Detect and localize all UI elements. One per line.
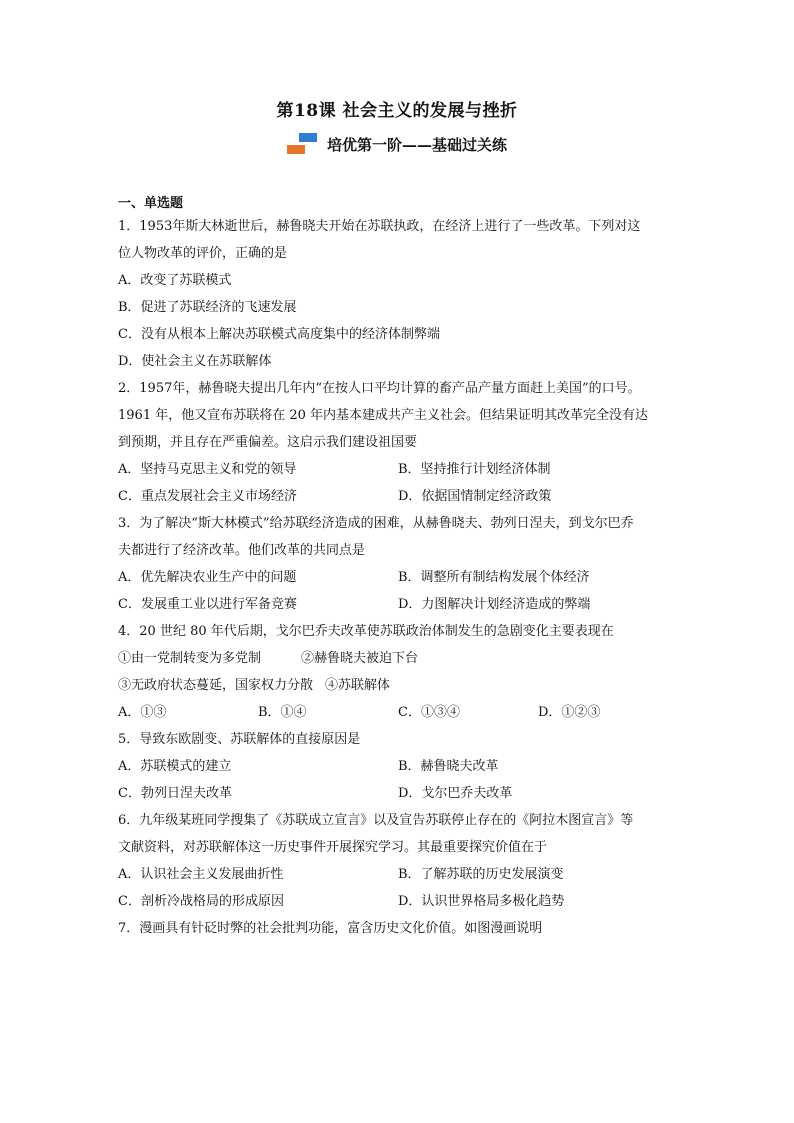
question-stem: 1．1953年斯大林逝世后，赫鲁晓夫开始在苏联执政，在经济上进行了一些改革。下列对这 <box>118 219 641 234</box>
page-subtitle: 培优第一阶——基础过关练 <box>326 135 507 154</box>
page-title: 第18课 社会主义的发展与挫折 <box>276 101 518 121</box>
question-stem: 1961 年，他又宣布苏联将在 20 年内基本建成共产主义社会。但结果证明其改革完全没有达 <box>118 408 649 423</box>
option-d[interactable]: D．力图解决计划经济造成的弊端 <box>398 597 591 612</box>
option-b[interactable]: B．了解苏联的历史发展演变 <box>398 867 564 882</box>
statement-row <box>118 645 678 672</box>
question-2 <box>118 375 678 510</box>
option-c[interactable]: C．①③④ <box>398 705 460 720</box>
option-a[interactable]: A．①③ <box>118 705 167 720</box>
option-c[interactable]: C．剖析冷战格局的形成原因 <box>118 894 284 909</box>
option-d[interactable]: D．①②③ <box>538 705 601 720</box>
question-1 <box>118 213 678 375</box>
question-stem: 6．九年级某班同学搜集了《苏联成立宣言》以及宣告苏联停止存在的《阿拉木图宣言》等 <box>118 813 634 828</box>
option-b[interactable]: B．坚持推行计划经济体制 <box>398 462 551 477</box>
option-a[interactable]: A．改变了苏联模式 <box>118 273 232 288</box>
option-a[interactable]: A．坚持马克思主义和党的领导 <box>118 462 297 477</box>
option-c[interactable]: C．勃列日涅夫改革 <box>118 786 232 801</box>
option-a[interactable]: A．苏联模式的建立 <box>118 759 232 774</box>
option-d[interactable]: D．使社会主义在苏联解体 <box>118 354 272 369</box>
statement-2: ②赫鲁晓夫被迫下台 <box>301 651 419 666</box>
question-stem: 到预期，并且存在严重偏差。这启示我们建设祖国要 <box>118 435 418 450</box>
statement-row <box>118 672 678 699</box>
option-a[interactable]: A．优先解决农业生产中的问题 <box>118 570 297 585</box>
option-c[interactable]: C．发展重工业以进行军备竞赛 <box>118 597 297 612</box>
option-b[interactable]: B．①④ <box>258 705 307 720</box>
option-d[interactable]: D．依据国情制定经济政策 <box>398 489 552 504</box>
option-a[interactable]: A．认识社会主义发展曲折性 <box>118 867 284 882</box>
question-4 <box>118 618 678 726</box>
question-stem: 7．漫画具有针砭时弊的社会批判功能，富含历史文化价值。如图漫画说明 <box>118 921 543 936</box>
question-stem: 5．导致东欧剧变、苏联解体的直接原因是 <box>118 732 361 747</box>
statement-1: ①由一党制转变为多党制 <box>118 651 262 666</box>
question-stem: 位人物改革的评价，正确的是 <box>118 246 288 261</box>
question-content <box>118 195 678 942</box>
option-c[interactable]: C．没有从根本上解决苏联模式高度集中的经济体制弊端 <box>118 327 440 342</box>
option-b[interactable]: B．调整所有制结构发展个体经济 <box>398 570 590 585</box>
question-stem: 文献资料，对苏联解体这一历史事件开展探究学习。其最重要探究价值在于 <box>118 840 548 855</box>
question-stem: 2．1957年，赫鲁晓夫提出几年内“在按人口平均计算的畜产品产量方面赶上美国”的口号。 <box>118 381 641 396</box>
option-c[interactable]: C．重点发展社会主义市场经济 <box>118 489 297 504</box>
statement-4: ④苏联解体 <box>325 678 391 693</box>
section-heading: 一、单选题 <box>118 196 184 211</box>
statement-3: ③无政府状态蔓延，国家权力分散 <box>118 678 314 693</box>
option-d[interactable]: D．认识世界格局多极化趋势 <box>398 894 565 909</box>
question-5 <box>118 726 678 807</box>
question-3 <box>118 510 678 618</box>
option-d[interactable]: D．戈尔巴乔夫改革 <box>398 786 513 801</box>
question-stem: 3．为了解决“斯大林模式”给苏联经济造成的困难，从赫鲁晓夫、勃列日涅夫，到戈尔巴乔 <box>118 516 634 531</box>
question-7 <box>118 915 678 942</box>
question-stem: 4．20 世纪 80 年代后期，戈尔巴乔夫改革使苏联政治体制发生的急剧变化主要表现在 <box>118 624 614 639</box>
subtitle-row <box>0 133 794 159</box>
question-6 <box>118 807 678 915</box>
option-b[interactable]: B．促进了苏联经济的飞速发展 <box>118 300 297 315</box>
question-stem: 夫都进行了经济改革。他们改革的共同点是 <box>118 543 366 558</box>
section-logo-icon <box>287 133 317 155</box>
option-b[interactable]: B．赫鲁晓夫改革 <box>398 759 499 774</box>
